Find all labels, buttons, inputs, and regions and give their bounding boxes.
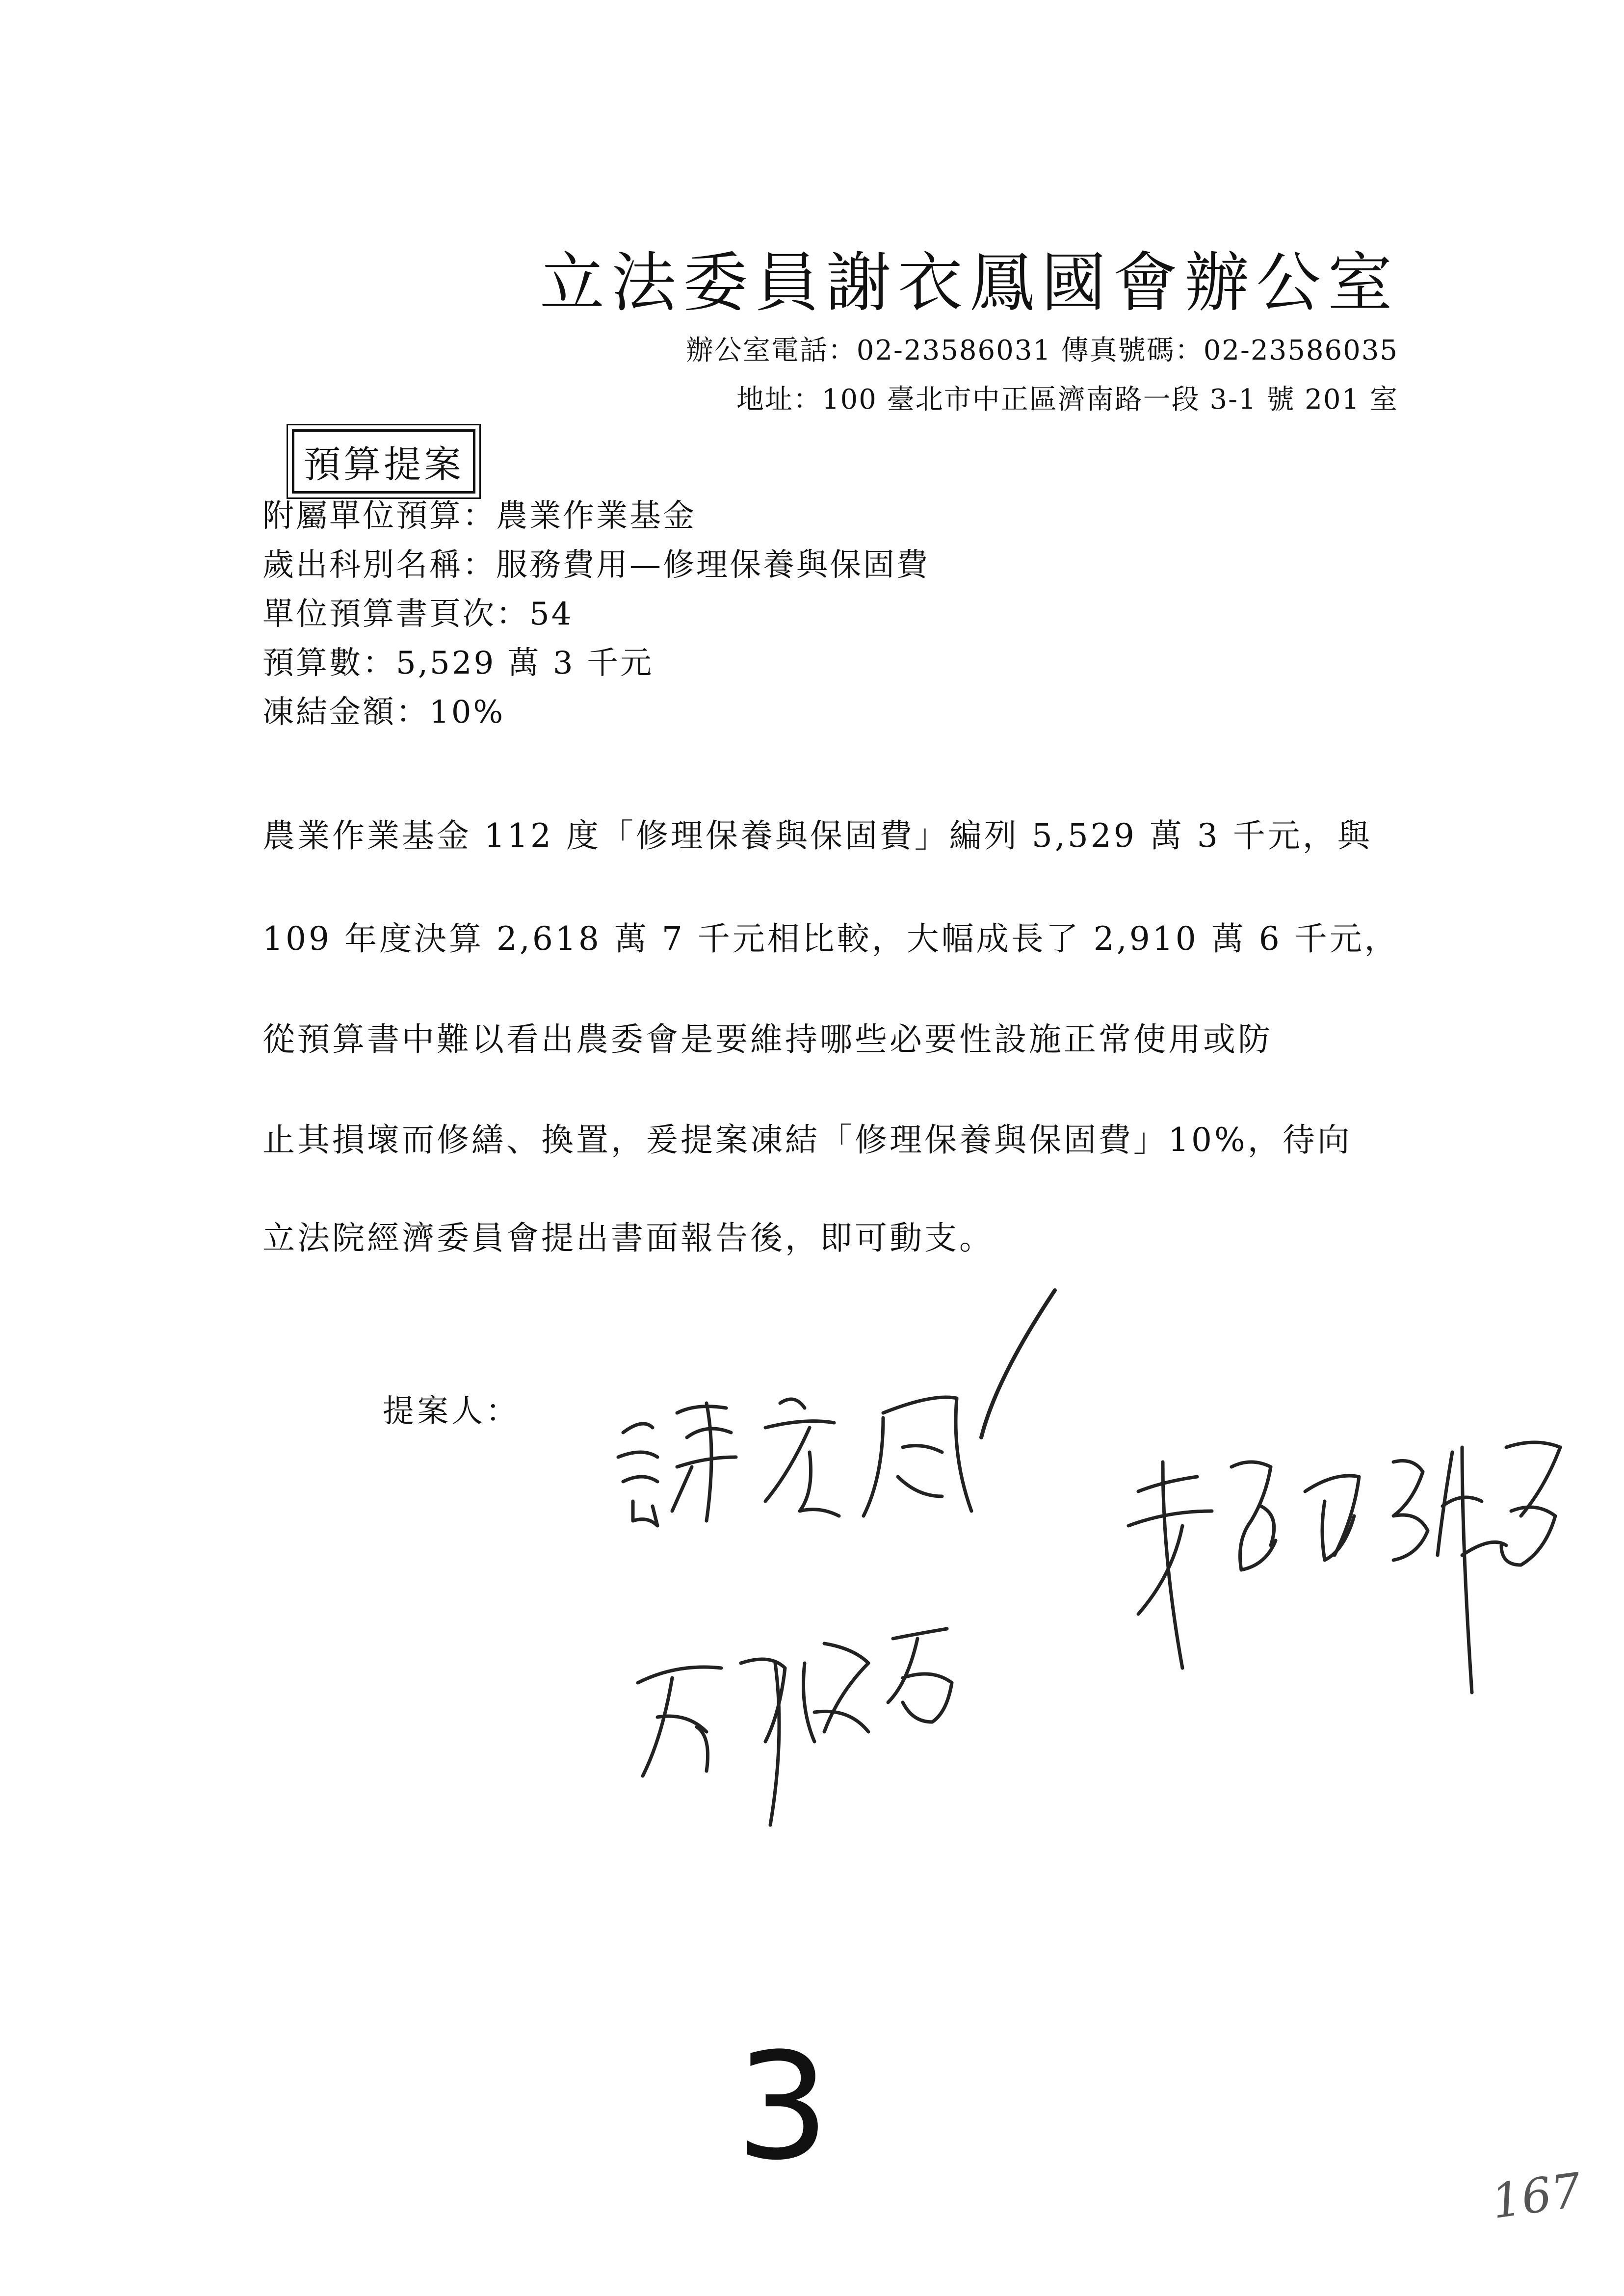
budget-proposal-tag: 預算提案 (292, 429, 475, 494)
signature-3 (1119, 1433, 1585, 1707)
meta-unit-budget: 附屬單位預算：農業作業基金 (262, 498, 696, 534)
meta-freeze-amount: 凍結金額：10% (262, 694, 505, 731)
body-line-2: 109 年度決算 2,618 萬 7 千元相比較，大幅成長了 2,910 萬 6 千元， (262, 920, 1399, 958)
office-title: 立法委員謝衣鳳國會辦公室 (540, 245, 1399, 321)
body-line-3: 從預算書中難以看出農委會是要維持哪些必要性設施正常使用或防 (262, 1020, 1273, 1058)
office-phone-fax: 辦公室電話：02-23586031 傳真號碼：02-23586035 (685, 335, 1398, 366)
meta-budget-amount: 預算數：5,529 萬 3 千元 (262, 645, 654, 681)
page-number: 3 (736, 2021, 830, 2192)
meta-expense-item: 歲出科別名稱：服務費用—修理保養與保固費 (262, 547, 930, 583)
body-line-4: 止其損壞而修繕、換置，爰提案凍結「修理保養與保固費」10%，待向 (262, 1121, 1352, 1159)
signature-2 (628, 1614, 996, 1835)
signature-1 (603, 1290, 1070, 1536)
proposer-label: 提案人： (383, 1393, 520, 1430)
folio-number: 167 (1488, 2162, 1585, 2230)
office-address: 地址：100 臺北市中正區濟南路一段 3-1 號 201 室 (736, 384, 1398, 416)
meta-page-ref: 單位預算書頁次：54 (262, 596, 574, 632)
body-line-5: 立法院經濟委員會提出書面報告後，即可動支。 (262, 1219, 994, 1257)
body-line-1: 農業作業基金 112 度「修理保養與保固費」編列 5,529 萬 3 千元，與 (262, 817, 1372, 855)
